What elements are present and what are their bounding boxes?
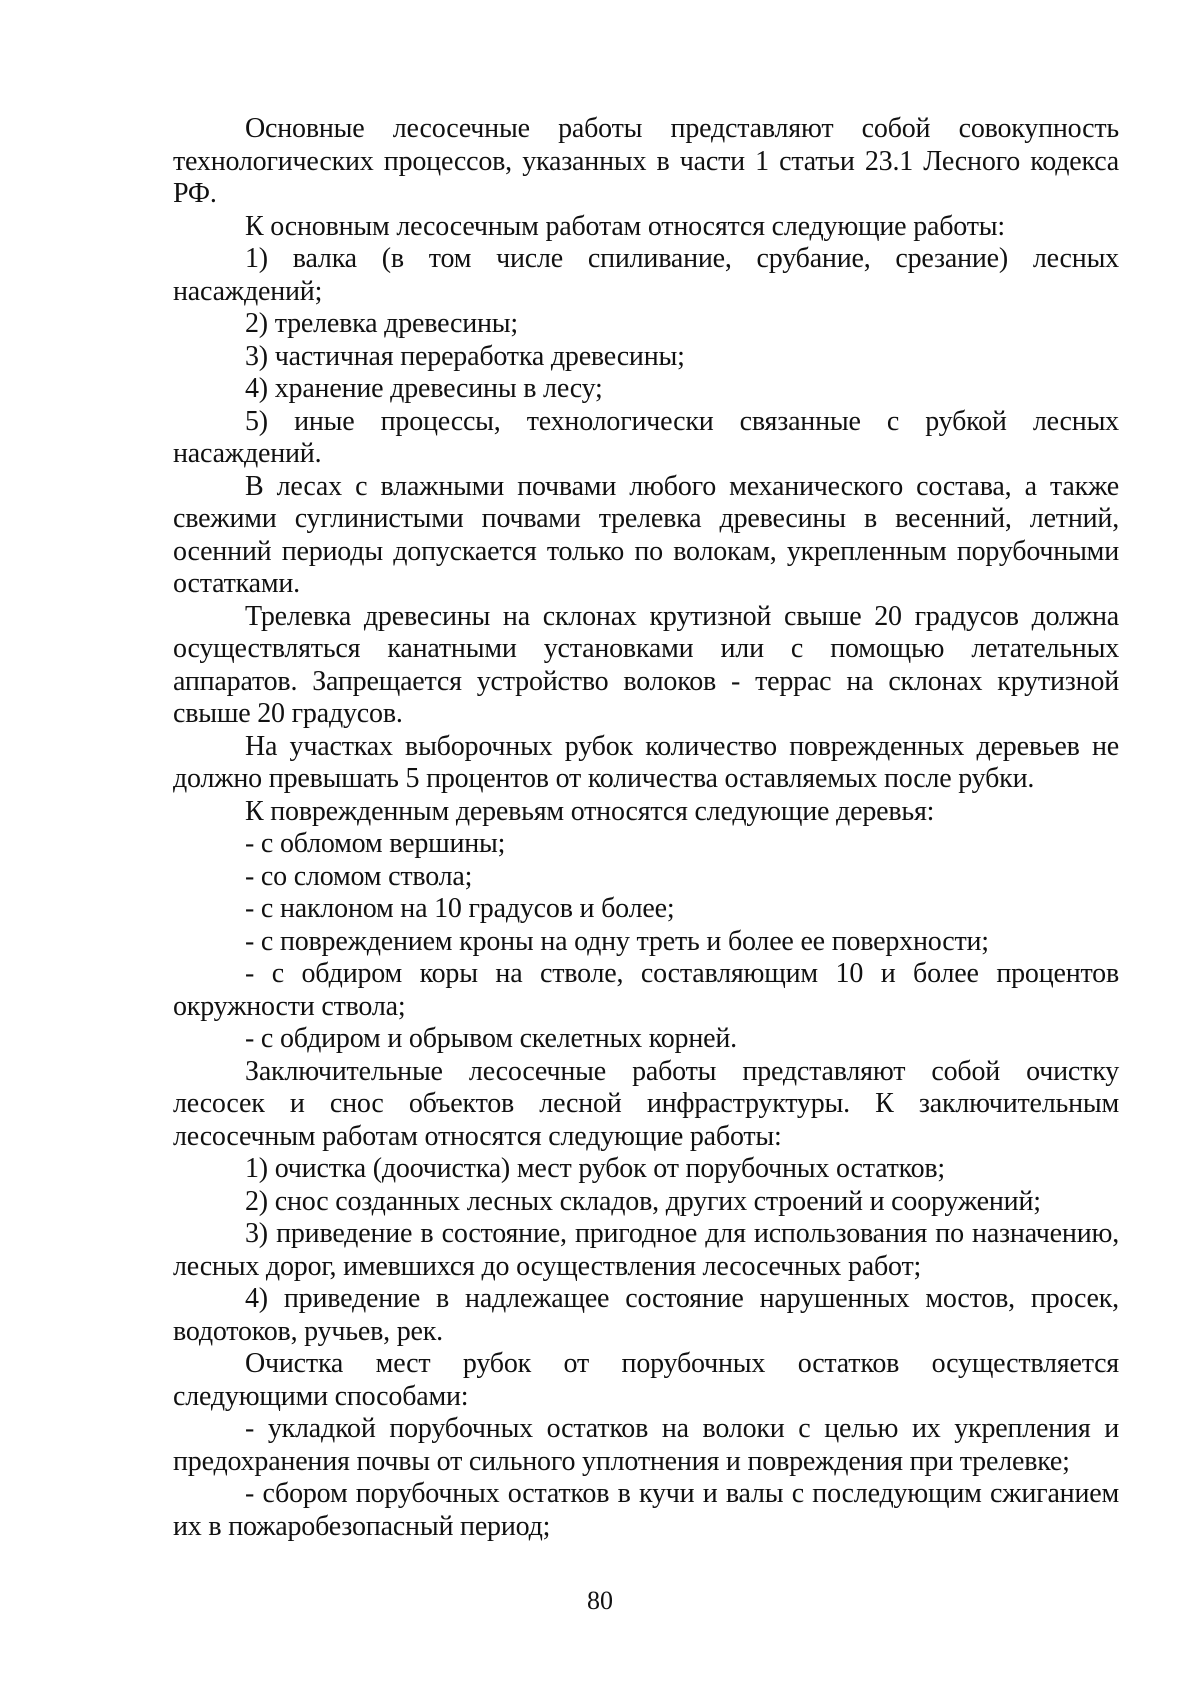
- paragraph: Очистка мест рубок от порубочных остатков осуществляется следующими способами:: [173, 1348, 1119, 1412]
- document-body: [173, 113, 1119, 1543]
- paragraph: Трелевка древесины на склонах крутизной свыше 20 градусов должна осуществляться канатными установками или с помощью летательных аппаратов. Запрещается устройство волоков - террас на склонах крутизной свыше 20 градусов.: [173, 600, 1119, 729]
- list-item: 3) приведение в состояние, пригодное для использования по назначению, лесных дорог, имевшихся до осуществления лесосечных работ;: [173, 1218, 1119, 1282]
- list-item: - укладкой порубочных остатков на волоки с целью их укрепления и предохранения почвы от сильного уплотнения и повреждения при трелевке;: [173, 1413, 1119, 1477]
- page-number: 80: [587, 1586, 613, 1615]
- list-item: 4) хранение древесины в лесу;: [245, 373, 603, 404]
- list-item: - сбором порубочных остатков в кучи и валы с последующим сжиганием их в пожаробезопасный период;: [173, 1478, 1119, 1542]
- list-item: 4) приведение в надлежащее состояние нарушенных мостов, просек, водотоков, ручьев, рек.: [173, 1283, 1119, 1347]
- list-item: - со сломом ствола;: [245, 860, 473, 892]
- list-item: 2) снос созданных лесных складов, других строений и сооружений;: [245, 1185, 1041, 1217]
- paragraph: Заключительные лесосечные работы представляют собой очистку лесосек и снос объектов лесной инфраструктуры. К заключительным лесосечным работам относятся следующие работы:: [173, 1055, 1119, 1152]
- paragraph: Основные лесосечные работы представляют собой совокупность технологических процессов, указанных в части 1 статьи 23.1 Лесного кодекса РФ.: [173, 113, 1119, 209]
- list-item: - с повреждением кроны на одну треть и более ее поверхности;: [245, 925, 989, 957]
- paragraph: На участках выборочных рубок количество поврежденных деревьев не должно превышать 5 процентов от количества оставляемых после рубки.: [173, 730, 1119, 794]
- list-item: - с обдиром коры на стволе, составляющим 10 и более процентов окружности ствола;: [173, 958, 1119, 1022]
- list-item: 1) очистка (доочистка) мест рубок от порубочных остатков;: [245, 1153, 946, 1184]
- paragraph: К основным лесосечным работам относятся следующие работы:: [245, 210, 1005, 242]
- list-item: 3) частичная переработка древесины;: [245, 340, 685, 372]
- list-item: 5) иные процессы, технологически связанные с рубкой лесных насаждений.: [173, 405, 1119, 469]
- list-item: - с наклоном на 10 градусов и более;: [245, 893, 675, 924]
- paragraph: К поврежденным деревьям относятся следующие деревья:: [245, 795, 935, 827]
- list-item: - с обдиром и обрывом скелетных корней.: [245, 1023, 737, 1054]
- list-item: - с обломом вершины;: [245, 828, 506, 859]
- list-item: 2) трелевка древесины;: [245, 308, 519, 339]
- paragraph: В лесах с влажными почвами любого механического состава, а также свежими суглинистыми почвами трелевка древесины в весенний, летний, осенний периоды допускается только по волокам, укрепленным порубочными остатками.: [173, 470, 1119, 599]
- list-item: 1) валка (в том числе спиливание, срубание, срезание) лесных насаждений;: [173, 243, 1119, 307]
